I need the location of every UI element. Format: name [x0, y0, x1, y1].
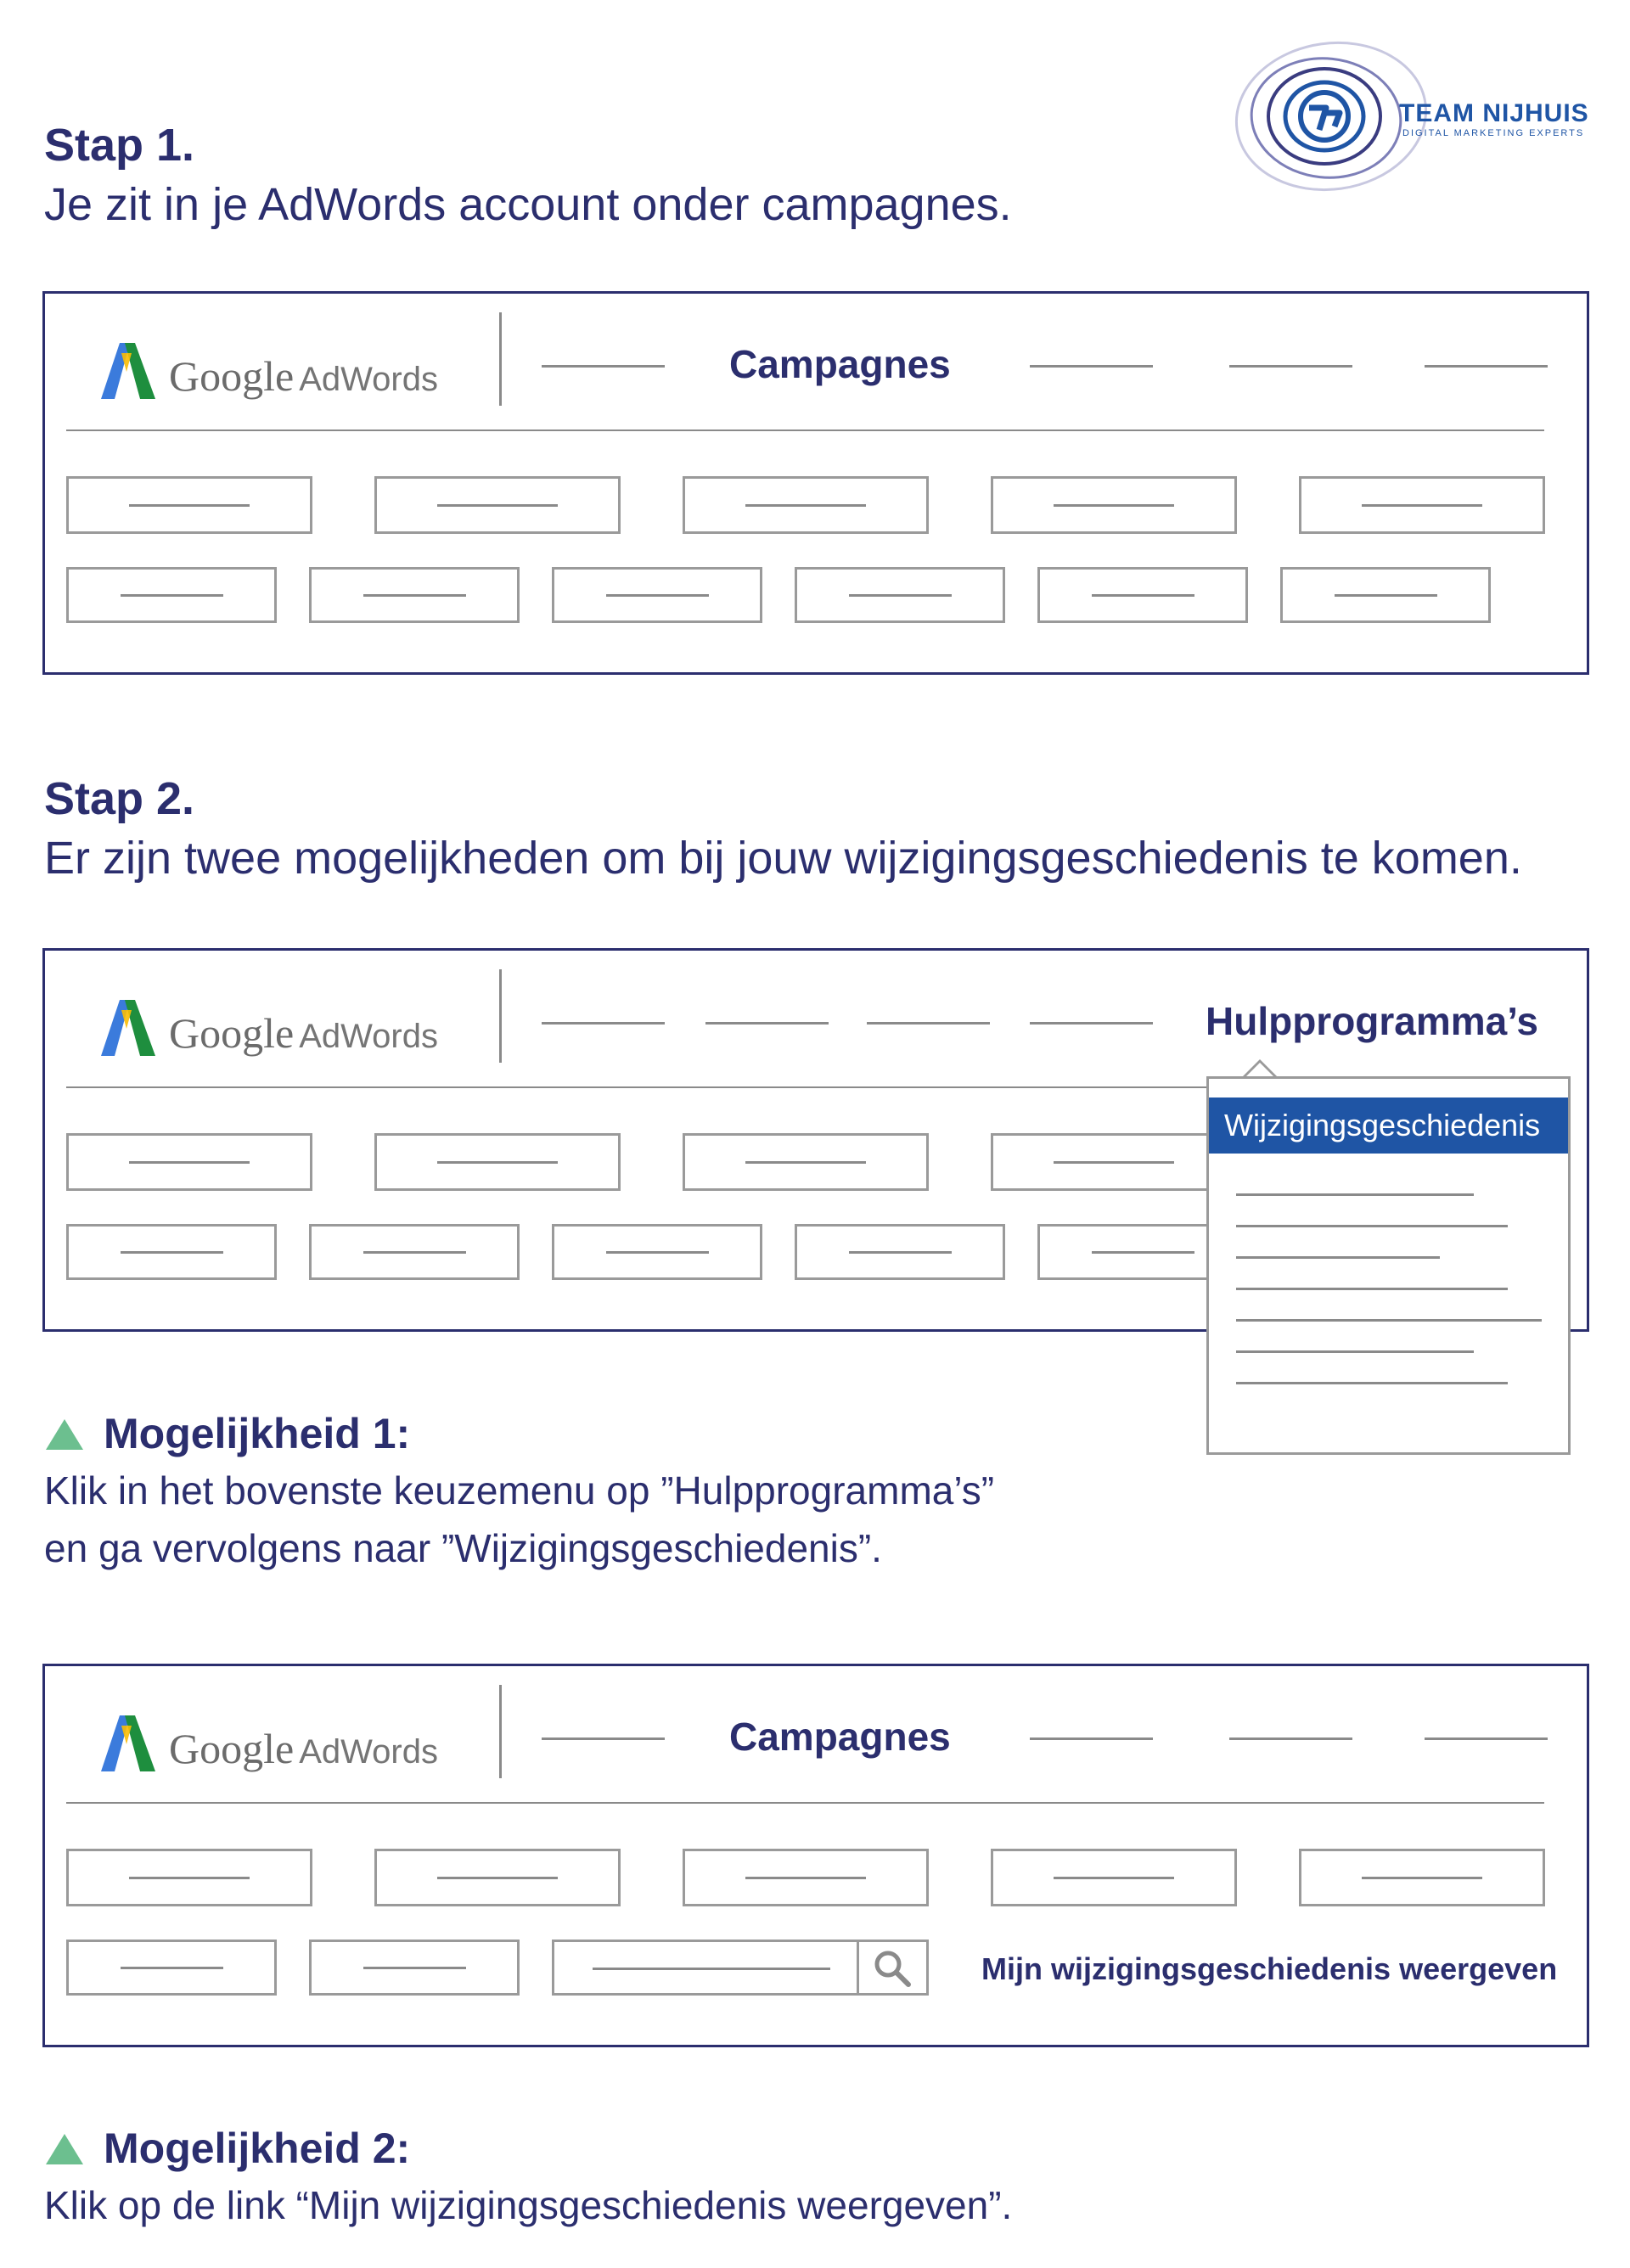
dropdown-item-placeholder[interactable]	[1236, 1225, 1508, 1227]
nav-item-placeholder[interactable]	[542, 1022, 665, 1025]
content-button[interactable]	[1299, 476, 1545, 534]
nav-item-placeholder[interactable]	[1030, 1737, 1153, 1740]
search-icon	[873, 1949, 912, 1988]
google-adwords-logo	[101, 1709, 458, 1785]
nav-item-placeholder[interactable]	[705, 1022, 829, 1025]
content-button[interactable]	[66, 1849, 312, 1906]
nav-item-placeholder[interactable]	[1425, 365, 1548, 368]
nav-item-placeholder[interactable]	[1030, 1022, 1153, 1025]
adwords-wordmark: AdWords	[299, 1018, 438, 1055]
adwords-wordmark: AdWords	[299, 1733, 438, 1771]
google-adwords-logo	[101, 993, 458, 1069]
nav-item-placeholder[interactable]	[867, 1022, 990, 1025]
step1-subtitle: Je zit in je AdWords account onder campagnes.	[44, 179, 1012, 230]
step2-subtitle: Er zijn twee mogelijkheden om bij jouw wijzigingsgeschiedenis te komen.	[44, 833, 1522, 884]
adwords-panel-step1	[42, 291, 1589, 675]
content-button[interactable]	[683, 476, 929, 534]
adwords-logo-icon	[101, 343, 155, 399]
google-wordmark: Google	[169, 1009, 295, 1057]
nav-item-placeholder[interactable]	[542, 365, 665, 368]
dropdown-item-placeholder[interactable]	[1236, 1193, 1474, 1196]
hulpprogrammas-dropdown	[1206, 1076, 1571, 1455]
step2-title: Stap 2.	[44, 773, 195, 824]
dropdown-item-placeholder[interactable]	[1236, 1256, 1440, 1259]
search-input[interactable]	[552, 1940, 929, 1996]
nav-item-placeholder[interactable]	[1030, 365, 1153, 368]
nav-tab-campagnes[interactable]: Campagnes	[729, 342, 951, 386]
triangle-bullet-icon	[46, 2134, 83, 2164]
content-button[interactable]	[374, 1133, 621, 1191]
option2-title: Mogelijkheid 2:	[104, 2125, 411, 2172]
option1-title: Mogelijkheid 1:	[104, 1410, 411, 1457]
content-button[interactable]	[309, 567, 520, 623]
content-button[interactable]	[1299, 1849, 1545, 1906]
logo-name: TEAM NIJHUIS	[1399, 99, 1589, 127]
content-button[interactable]	[1280, 567, 1491, 623]
option2-line1: Klik op de link “Mijn wijzigingsgeschiedenis weergeven”.	[44, 2183, 1013, 2227]
content-button[interactable]	[795, 1224, 1005, 1280]
content-button[interactable]	[991, 1849, 1237, 1906]
adwords-logo-icon	[101, 1715, 155, 1771]
content-button[interactable]	[552, 567, 762, 623]
triangle-bullet-icon	[46, 1419, 83, 1450]
nav-item-placeholder[interactable]	[1229, 365, 1352, 368]
content-button[interactable]	[66, 567, 277, 623]
dropdown-item-placeholder[interactable]	[1236, 1382, 1508, 1384]
content-button[interactable]	[374, 1849, 621, 1906]
dropdown-caret	[1241, 1059, 1279, 1078]
content-button[interactable]	[374, 476, 621, 534]
adwords-logo-icon	[101, 1000, 155, 1056]
header-separator	[499, 969, 502, 1063]
nav-tab-campagnes[interactable]: Campagnes	[729, 1715, 951, 1759]
dropdown-item-placeholder[interactable]	[1236, 1288, 1508, 1290]
content-button[interactable]	[66, 1224, 277, 1280]
content-button[interactable]	[309, 1224, 520, 1280]
header-separator	[499, 312, 502, 406]
content-button[interactable]	[991, 476, 1237, 534]
google-adwords-logo	[101, 336, 458, 413]
content-button[interactable]	[683, 1849, 929, 1906]
nav-item-placeholder[interactable]	[542, 1737, 665, 1740]
logo-tagline: DIGITAL MARKETING EXPERTS	[1402, 128, 1585, 138]
option1-line1: Klik in het bovenste keuzemenu op ”Hulpprogramma’s”	[44, 1468, 995, 1513]
adwords-wordmark: AdWords	[299, 361, 438, 398]
dropdown-item-placeholder[interactable]	[1236, 1319, 1542, 1322]
search-button[interactable]	[857, 1942, 926, 1993]
content-button[interactable]	[66, 1940, 277, 1996]
google-wordmark: Google	[169, 1725, 295, 1772]
nav-tab-hulpprogrammas[interactable]: Hulpprogramma’s	[1206, 999, 1538, 1043]
content-button[interactable]	[66, 1133, 312, 1191]
nav-item-placeholder[interactable]	[1229, 1737, 1352, 1740]
dropdown-item-placeholder[interactable]	[1236, 1350, 1474, 1353]
nav-item-placeholder[interactable]	[1425, 1737, 1548, 1740]
content-button[interactable]	[66, 476, 312, 534]
content-button[interactable]	[991, 1133, 1237, 1191]
header-divider	[66, 1802, 1544, 1804]
header-divider	[66, 429, 1544, 431]
step1-title: Stap 1.	[44, 120, 195, 171]
google-wordmark: Google	[169, 352, 295, 400]
content-button[interactable]	[552, 1224, 762, 1280]
content-button[interactable]	[309, 1940, 520, 1996]
header-separator	[499, 1685, 502, 1778]
option1-line2: en ga vervolgens naar ”Wijzigingsgeschiedenis”.	[44, 1526, 882, 1570]
link-view-change-history[interactable]: Mijn wijzigingsgeschiedenis weergeven	[981, 1951, 1558, 1986]
content-button[interactable]	[1037, 567, 1248, 623]
content-button[interactable]	[795, 567, 1005, 623]
team-nijhuis-logo	[1231, 38, 1596, 199]
content-button[interactable]	[683, 1133, 929, 1191]
dropdown-item-wijzigingsgeschiedenis[interactable]: Wijzigingsgeschiedenis	[1209, 1098, 1568, 1154]
adwords-panel-option2	[42, 1664, 1589, 2047]
